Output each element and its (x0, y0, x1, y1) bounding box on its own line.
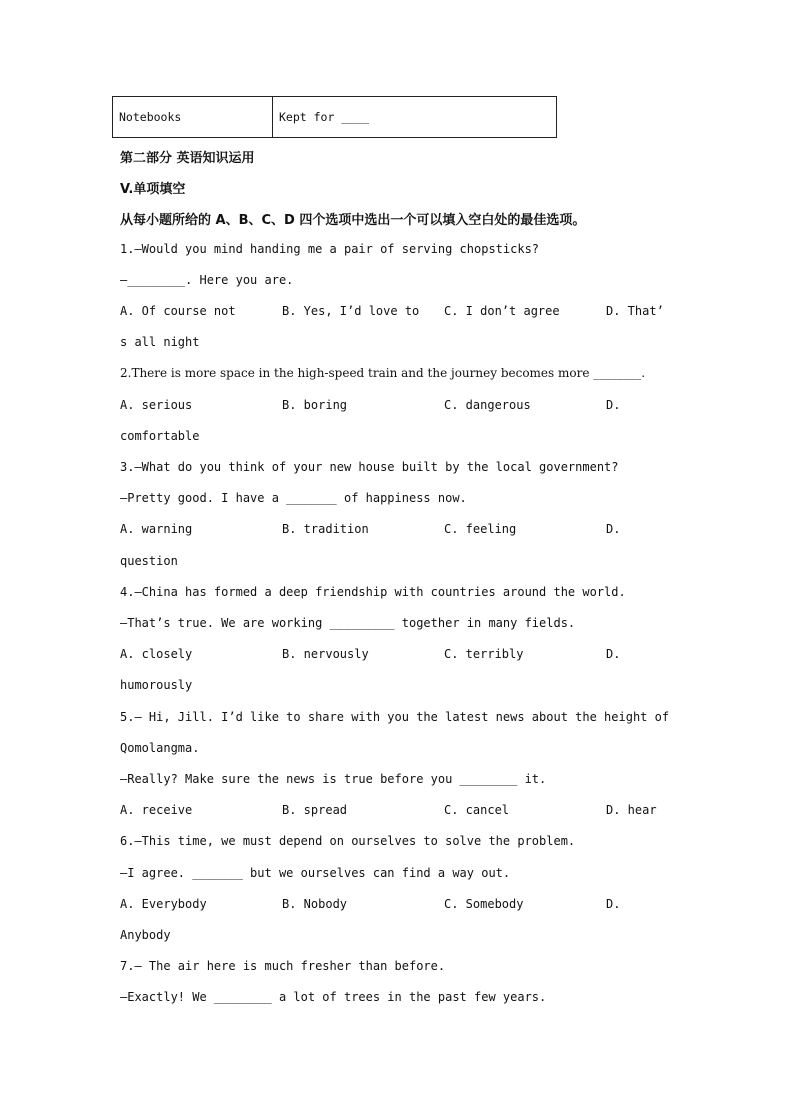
table-row (113, 97, 557, 138)
q5-option-b: B. spread (282, 803, 348, 817)
question-5-line-2: Qomolangma. (120, 741, 200, 755)
q2-continuation: comfortable (120, 429, 200, 443)
q3-option-a: A. warning (120, 522, 193, 536)
question-7-line-2: —Exactly! We ________ a lot of trees in the past few years. (120, 990, 547, 1004)
q2-option-a: A. serious (120, 398, 193, 412)
answer-table (112, 96, 557, 138)
question-1-line-2: —________. Here you are. (120, 273, 294, 287)
q4-option-b: B. nervously (282, 647, 369, 661)
q1-option-d: D. That’ (606, 304, 664, 318)
q6-option-b: B. Nobody (282, 897, 348, 911)
q1-option-b: B. Yes, I’d love to (282, 304, 420, 318)
question-6-line-1: 6.—This time, we must depend on ourselves to solve the problem. (120, 834, 576, 848)
q4-continuation: humorously (120, 678, 193, 692)
question-4-line-1: 4.—China has formed a deep friendship with countries around the world. (120, 585, 626, 599)
table-cell-kept-for: Kept for ____ (273, 97, 557, 138)
q6-option-a: A. Everybody (120, 897, 207, 911)
q4-option-a: A. closely (120, 647, 193, 661)
question-2-line-1: 2.There is more space in the high-speed train and the journey becomes more ________. (120, 366, 646, 380)
q3-option-c: C. feeling (444, 522, 517, 536)
q5-option-c: C. cancel (444, 803, 510, 817)
question-3-line-2: —Pretty good. I have a _______ of happiness now. (120, 491, 467, 505)
question-6-line-2: —I agree. _______ but we ourselves can find a way out. (120, 866, 511, 880)
q5-option-a: A. receive (120, 803, 193, 817)
q4-option-d: D. (606, 647, 621, 661)
q4-option-c: C. terribly (444, 647, 524, 661)
q2-option-b: B. boring (282, 398, 348, 412)
q6-option-d: D. (606, 897, 621, 911)
q6-option-c: C. Somebody (444, 897, 524, 911)
part-title: 第二部分 英语知识运用 (120, 151, 255, 166)
table-cell-notebooks: Notebooks (113, 97, 273, 138)
section-title: V.单项填空 (120, 182, 186, 197)
question-5-line-3: —Really? Make sure the news is true before you ________ it. (120, 772, 547, 786)
q1-option-a: A. Of course not (120, 304, 236, 318)
q2-option-c: C. dangerous (444, 398, 531, 412)
q3-option-d: D. (606, 522, 621, 536)
question-1-line-1: 1.—Would you mind handing me a pair of serving chopsticks? (120, 242, 540, 256)
question-4-line-2: —That’s true. We are working _________ together in many fields. (120, 616, 576, 630)
instructions: 从每小题所给的 A、B、C、D 四个选项中选出一个可以填入空白处的最佳选项。 (120, 213, 586, 228)
question-7-line-1: 7.— The air here is much fresher than before. (120, 959, 446, 973)
q1-continuation: s all night (120, 335, 200, 349)
q1-option-c: C. I don’t agree (444, 304, 560, 318)
q5-option-d: D. hear (606, 803, 657, 817)
q3-option-b: B. tradition (282, 522, 369, 536)
q6-continuation: Anybody (120, 928, 171, 942)
q2-option-d: D. (606, 398, 621, 412)
question-3-line-1: 3.—What do you think of your new house built by the local government? (120, 460, 619, 474)
q3-continuation: question (120, 554, 178, 568)
question-5-line-1: 5.— Hi, Jill. I’d like to share with you the latest news about the height of (120, 710, 670, 724)
